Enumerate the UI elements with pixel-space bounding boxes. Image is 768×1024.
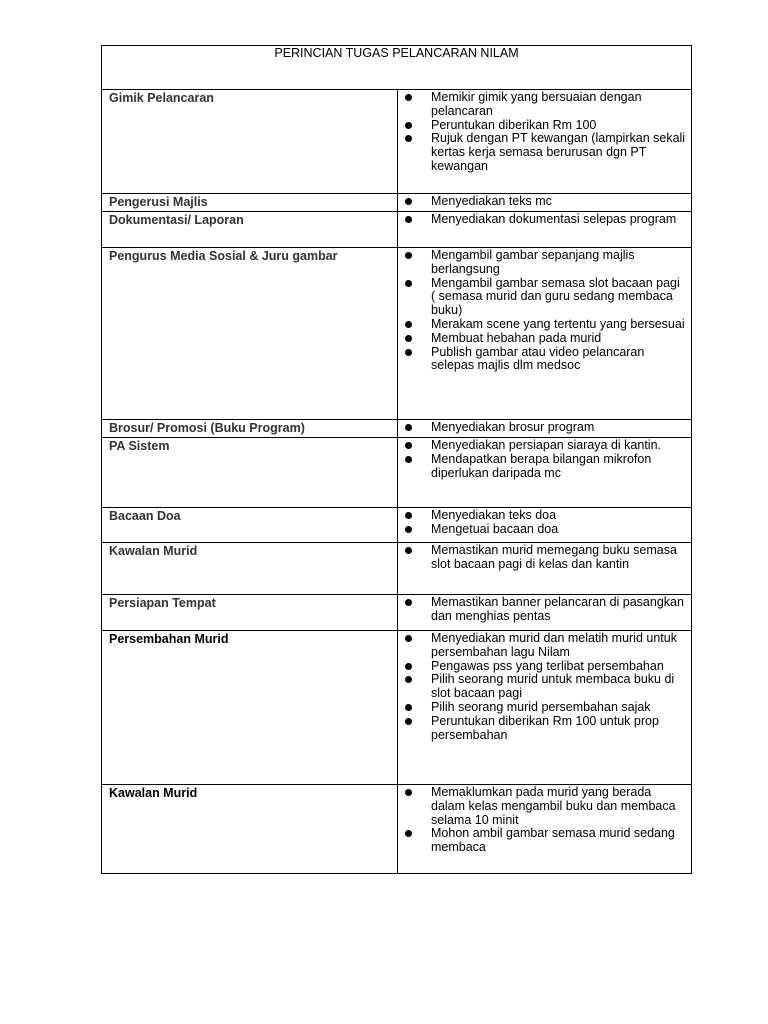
tasks-cell: [398, 194, 691, 211]
task-item: Memastikan murid memegang buku semasa slot bacaan pagi di kelas dan kantin: [398, 544, 691, 572]
task-item: Pilih seorang murid persembahan sajak: [398, 701, 691, 715]
task-item: Menyediakan persiapan siaraya di kantin.: [398, 439, 691, 453]
table-row: [102, 508, 691, 543]
table-row: [102, 438, 691, 508]
table-row: [102, 420, 691, 438]
task-item: Membuat hebahan pada murid: [398, 332, 691, 346]
task-item: Menyediakan teks doa: [398, 509, 691, 523]
role-cell: Pengurus Media Sosial & Juru gambar: [102, 248, 398, 419]
task-item: Mengambil gambar sepanjang majlis berlangsung: [398, 249, 691, 277]
bullet-icon: [405, 663, 412, 670]
tasks-cell: [398, 785, 691, 873]
role-cell: PA Sistem: [102, 438, 398, 507]
table-row: [102, 631, 691, 785]
task-item: Menyediakan murid dan melatih murid untuk persembahan lagu Nilam: [398, 632, 691, 660]
table-row: [102, 212, 691, 248]
bullet-icon: [405, 547, 412, 554]
role-cell: Bacaan Doa: [102, 508, 398, 542]
bullet-icon: [405, 676, 412, 683]
task-item: Mohon ambil gambar semasa murid sedang membaca: [398, 827, 691, 855]
task-item: Pengawas pss yang terlibat persembahan: [398, 660, 691, 674]
bullet-icon: [405, 321, 412, 328]
bullet-icon: [405, 718, 412, 725]
table-row: [102, 543, 691, 595]
tasks-cell: [398, 508, 691, 542]
tasks-cell: [398, 212, 691, 247]
tasks-cell: [398, 248, 691, 419]
bullet-icon: [405, 280, 412, 287]
role-cell: Brosur/ Promosi (Buku Program): [102, 420, 398, 437]
bullet-icon: [405, 526, 412, 533]
bullet-icon: [405, 198, 412, 205]
table-row: [102, 248, 691, 420]
bullet-icon: [405, 789, 412, 796]
role-cell: Persembahan Murid: [102, 631, 398, 784]
bullet-icon: [405, 456, 412, 463]
table-row: [102, 194, 691, 212]
role-cell: Pengerusi Majlis: [102, 194, 398, 211]
task-item: Publish gambar atau video pelancaran selepas majlis dlm medsoc: [398, 346, 691, 374]
role-cell: Kawalan Murid: [102, 543, 398, 594]
tasks-cell: [398, 543, 691, 594]
tasks-cell: [398, 631, 691, 784]
task-item: Memastikan banner pelancaran di pasangkan dan menghias pentas: [398, 596, 691, 624]
tasks-cell: [398, 595, 691, 630]
task-item: Mendapatkan berapa bilangan mikrofon diperlukan daripada mc: [398, 453, 691, 481]
task-item: Menyediakan teks mc: [398, 195, 691, 209]
tasks-cell: [398, 90, 691, 193]
table-row: [102, 90, 691, 194]
bullet-icon: [405, 335, 412, 342]
bullet-icon: [405, 512, 412, 519]
bullet-icon: [405, 635, 412, 642]
bullet-icon: [405, 349, 412, 356]
tasks-cell: [398, 438, 691, 507]
bullet-icon: [405, 599, 412, 606]
bullet-icon: [405, 94, 412, 101]
bullet-icon: [405, 424, 412, 431]
bullet-icon: [405, 122, 412, 129]
role-cell: Persiapan Tempat: [102, 595, 398, 630]
task-item: Mengetuai bacaan doa: [398, 523, 691, 537]
bullet-icon: [405, 135, 412, 142]
task-item: Peruntukan diberikan Rm 100 untuk prop persembahan: [398, 715, 691, 743]
role-cell: Dokumentasi/ Laporan: [102, 212, 398, 247]
task-item: Menyediakan dokumentasi selepas program: [398, 213, 691, 227]
task-item: Menyediakan brosur program: [398, 421, 691, 435]
bullet-icon: [405, 442, 412, 449]
task-item: Pilih seorang murid untuk membaca buku di slot bacaan pagi: [398, 673, 691, 701]
bullet-icon: [405, 216, 412, 223]
task-table: [101, 45, 692, 874]
task-item: Merakam scene yang tertentu yang bersesuai: [398, 318, 691, 332]
task-item: Peruntukan diberikan Rm 100: [398, 119, 691, 133]
table-row: [102, 595, 691, 631]
task-item: Memaklumkan pada murid yang berada dalam kelas mengambil buku dan membaca selama 10 minit: [398, 786, 691, 827]
role-cell: Gimik Pelancaran: [102, 90, 398, 193]
bullet-icon: [405, 830, 412, 837]
bullet-icon: [405, 704, 412, 711]
bullet-icon: [405, 252, 412, 259]
role-cell: Kawalan Murid: [102, 785, 398, 873]
table-title: PERINCIAN TUGAS PELANCARAN NILAM: [102, 46, 691, 90]
task-item: Memikir gimik yang bersuaian dengan pelancaran: [398, 91, 691, 119]
tasks-cell: [398, 420, 691, 437]
table-row: [102, 785, 691, 873]
task-item: Mengambil gambar semasa slot bacaan pagi ( semasa murid dan guru sedang membaca buku): [398, 277, 691, 318]
task-item: Rujuk dengan PT kewangan (lampirkan sekali kertas kerja semasa berurusan dgn PT kewangan: [398, 132, 691, 173]
